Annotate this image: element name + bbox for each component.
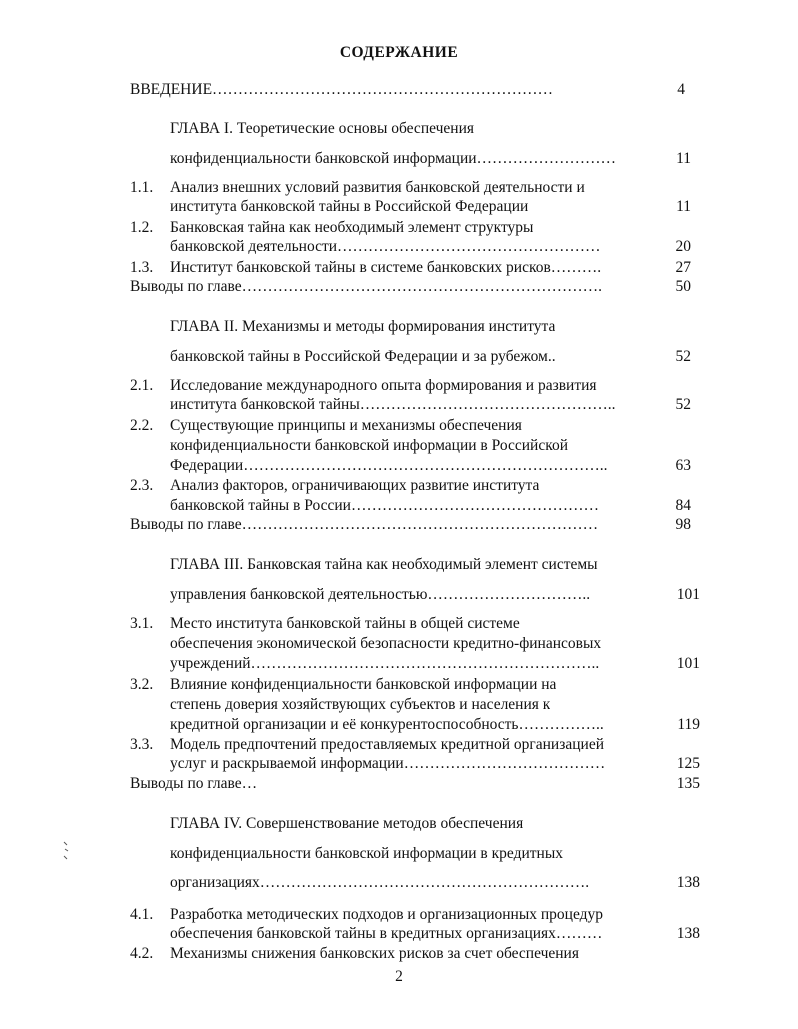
toc-section-number: 2.1. [130, 377, 154, 394]
toc-section-2-3-page: 84 [675, 497, 691, 514]
toc-section-3-1-line1: Место института банковской тайны в общей системе [170, 615, 520, 632]
toc-section-3-2-page: 119 [677, 716, 700, 733]
toc-section-2-2-line1: Существующие принципы и механизмы обеспечения [170, 417, 522, 434]
toc-section-3-3-page: 125 [676, 755, 700, 772]
toc-chapter-1-conclusions: Выводы по главе……………………………………………………………. [130, 278, 603, 295]
toc-section-number: 4.2. [130, 945, 154, 962]
toc-chapter-2-title-cont: банковской тайны в Российской Федерации и за рубежом.. [170, 348, 556, 365]
toc-chapter-3-title: ГЛАВА III. Банковская тайна как необходимый элемент системы [170, 556, 598, 573]
toc-section-3-1-line2: обеспечения экономической безопасности кредитно-финансовых [170, 635, 602, 652]
toc-section-2-2-line3: Федерации…………………………………………………………….. [170, 457, 608, 474]
toc-section-1-1-page: 11 [676, 198, 691, 215]
toc-section-number: 4.1. [130, 906, 154, 923]
toc-section-3-1-line3: учреждений………………………………………………………….. [170, 655, 600, 672]
toc-section-1-1-line2: института банковской тайны в Российской Федерации [170, 198, 529, 215]
toc-section-1-2-line1: Банковская тайна как необходимый элемент структуры [170, 219, 534, 236]
toc-section-4-1-line2: обеспечения банковской тайны в кредитных организациях……… [170, 925, 603, 942]
document-title: СОДЕРЖАНИЕ [339, 44, 459, 61]
toc-section-number: 1.3. [130, 259, 154, 276]
toc-chapter-3-title-cont: управления банковской деятельностью………………………….. [170, 586, 591, 603]
toc-section-number: 2.3. [130, 477, 154, 494]
toc-section-2-2-page: 63 [675, 457, 691, 474]
toc-chapter-1-conclusions-page: 50 [675, 278, 691, 295]
toc-section-2-3-line2: банковской тайны в России………………………………………… [170, 497, 599, 514]
toc-section-3-3-line2: услуг и раскрываемой информации………………………………… [170, 755, 606, 772]
scan-speck-mark [62, 840, 70, 864]
toc-chapter-1-page: 11 [676, 150, 691, 167]
toc-chapter-2-conclusions-page: 98 [675, 516, 691, 533]
toc-chapter-4-title-cont2: организациях………………………………………………………. [170, 874, 590, 891]
toc-section-2-1-line1: Исследование международного опыта формирования и развития [170, 377, 597, 394]
toc-section-4-1-line1: Разработка методических подходов и организационных процедур [170, 906, 604, 923]
toc-section-3-1-page: 101 [676, 655, 700, 672]
page-number: 2 [395, 968, 403, 985]
toc-chapter-3-conclusions: Выводы по главе… [130, 775, 258, 792]
toc-section-1-1-line1: Анализ внешних условий развития банковской деятельности и [170, 179, 585, 196]
toc-section-2-1-line2: института банковской тайны………………………………………….. [170, 396, 616, 413]
toc-section-1-2-line2: банковской деятельности…………………………………………… [170, 238, 601, 255]
toc-section-number: 3.2. [130, 676, 154, 693]
toc-section-number: 2.2. [130, 417, 154, 434]
toc-section-number: 3.3. [130, 736, 154, 753]
toc-section-2-2-line2: конфиденциальности банковской информации в Российской [170, 437, 568, 454]
toc-section-3-3-line1: Модель предпочтений предоставляемых кредитной организацией [170, 736, 604, 753]
toc-section-1-2-page: 20 [675, 238, 691, 255]
toc-section-3-2-line1: Влияние конфиденциальности банковской информации на [170, 676, 557, 693]
toc-section-1-3-page: 27 [675, 259, 691, 276]
toc-chapter-4-title: ГЛАВА IV. Совершенствование методов обеспечения [170, 815, 524, 832]
toc-chapter-2-title: ГЛАВА II. Механизмы и методы формирования института [170, 318, 556, 335]
toc-intro-label: ВВЕДЕНИЕ………………………………………………………… [130, 81, 554, 98]
toc-chapter-1-title: ГЛАВА I. Теоретические основы обеспечения [170, 120, 474, 137]
toc-chapter-3-page: 101 [676, 586, 700, 603]
toc-section-3-2-line3: кредитной организации и её конкурентоспособность…………….. [170, 716, 604, 733]
toc-intro-page: 4 [677, 81, 685, 98]
toc-chapter-4-page: 138 [676, 874, 700, 891]
toc-section-2-3-line1: Анализ факторов, ограничивающих развитие института [170, 477, 540, 494]
toc-chapter-2-conclusions: Выводы по главе…………………………………………………………… [130, 516, 599, 533]
toc-chapter-3-conclusions-page: 135 [676, 775, 700, 792]
toc-section-number: 1.1. [130, 179, 154, 196]
toc-chapter-1-title-cont: конфиденциальности банковской информации……………………… [170, 150, 617, 167]
toc-section-number: 1.2. [130, 219, 154, 236]
toc-section-3-2-line2: степень доверия хозяйствующих субъектов и населения к [170, 696, 551, 713]
toc-chapter-2-page: 52 [675, 348, 691, 365]
toc-chapter-4-title-cont: конфиденциальности банковской информации в кредитных [170, 845, 563, 862]
toc-section-4-1-page: 138 [676, 925, 700, 942]
toc-section-1-3-line1: Институт банковской тайны в системе банковских рисков………. [170, 259, 602, 276]
toc-section-2-1-page: 52 [675, 396, 691, 413]
toc-section-4-2-line1: Механизмы снижения банковских рисков за счет обеспечения [170, 945, 579, 962]
toc-section-number: 3.1. [130, 615, 154, 632]
